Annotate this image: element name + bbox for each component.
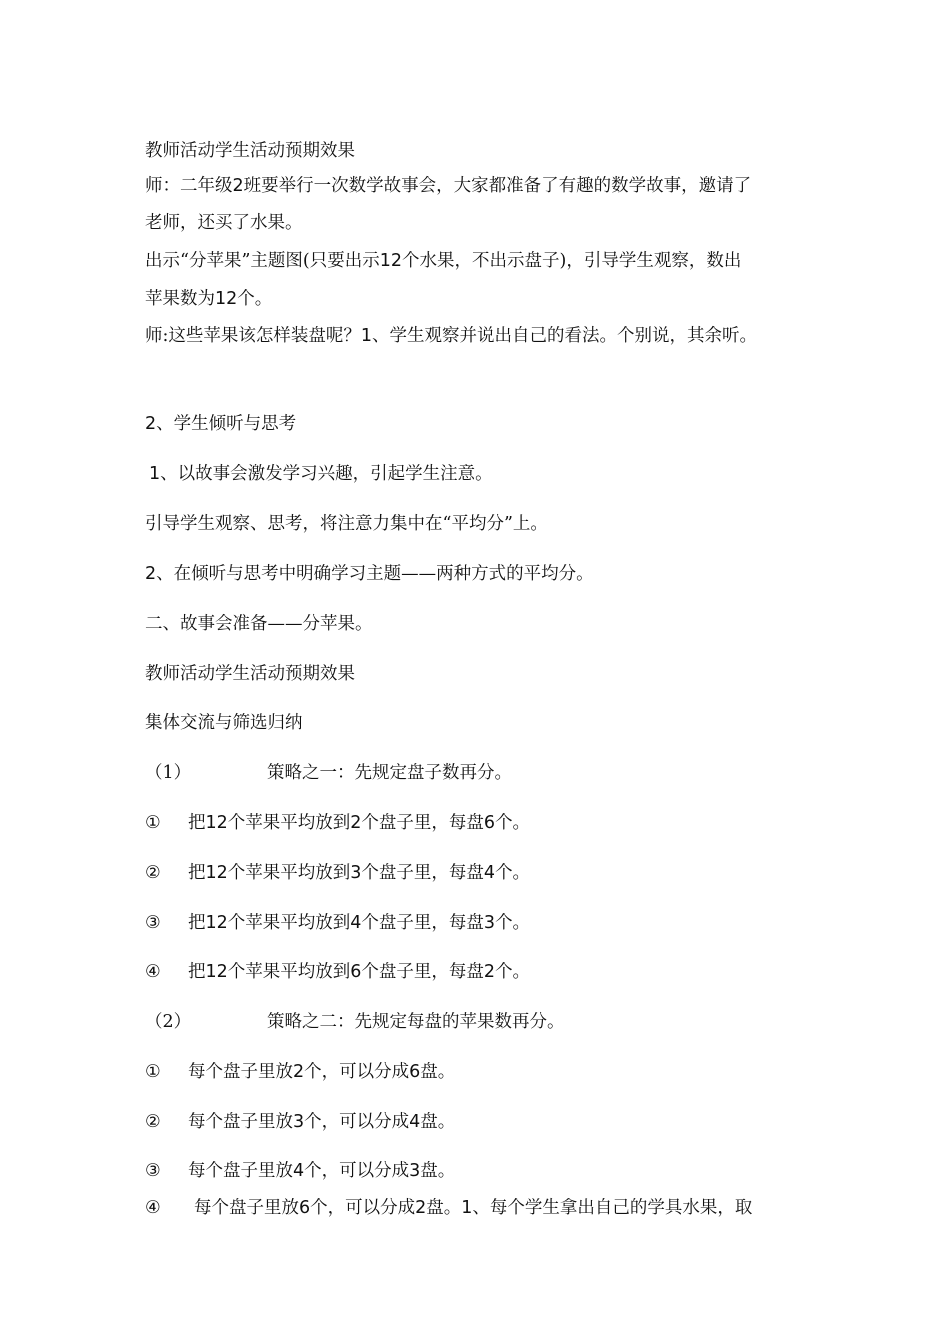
paragraph-show-picture-line2: 苹果数为12个。 <box>145 289 273 309</box>
paragraph-group-exchange: 集体交流与筛选归纳 <box>145 713 303 733</box>
strategy-2-item: ② 每个盘子里放3个，可以分成4盘。 <box>145 1112 456 1132</box>
strategy-1-item: ③ 把12个苹果平均放到4个盘子里，每盘3个。 <box>145 913 531 933</box>
paragraph-teacher-question: 师:这些苹果该怎样装盘呢？1、学生观察并说出自己的看法。个别说，其余听。 <box>145 326 758 346</box>
paragraph-effect-2: 2、在倾听与思考中明确学习主题——两种方式的平均分。 <box>145 564 594 584</box>
strategy-1-heading: （1） 策略之一：先规定盘子数再分。 <box>145 763 512 783</box>
strategy-2-item-last: ④ 每个盘子里放6个，可以分成2盘。1、每个学生拿出自己的学具水果，取 <box>145 1198 753 1218</box>
strategy-2-item: ① 每个盘子里放2个，可以分成6盘。 <box>145 1062 456 1082</box>
strategy-2-item: ③ 每个盘子里放4个，可以分成3盘。 <box>145 1161 456 1181</box>
strategy-1-item: ④ 把12个苹果平均放到6个盘子里，每盘2个。 <box>145 962 531 982</box>
paragraph-teacher-intro-line1: 师：二年级2班要举行一次数学故事会，大家都准备了有趣的数学故事，邀请了 <box>145 176 752 196</box>
paragraph-guide-observe: 引导学生观察、思考，将注意力集中在“平均分”上。 <box>145 514 548 534</box>
paragraph-effect-1: 1、以故事会激发学习兴趣，引起学生注意。 <box>149 464 493 484</box>
heading-activity-columns-2: 教师活动学生活动预期效果 <box>145 664 355 684</box>
strategy-1-item: ① 把12个苹果平均放到2个盘子里，每盘6个。 <box>145 813 531 833</box>
strategy-1-item: ② 把12个苹果平均放到3个盘子里，每盘4个。 <box>145 863 531 883</box>
strategy-2-heading: （2） 策略之二：先规定每盘的苹果数再分。 <box>145 1012 565 1032</box>
section-heading-story-prep: 二、故事会准备——分苹果。 <box>145 614 373 634</box>
paragraph-student-listen: 2、学生倾听与思考 <box>145 414 297 434</box>
paragraph-teacher-intro-line2: 老师，还买了水果。 <box>145 213 303 233</box>
paragraph-show-picture-line1: 出示“分苹果”主题图(只要出示12个水果，不出示盘子)，引导学生观察，数出 <box>145 251 742 271</box>
heading-activity-columns: 教师活动学生活动预期效果 <box>145 141 355 161</box>
